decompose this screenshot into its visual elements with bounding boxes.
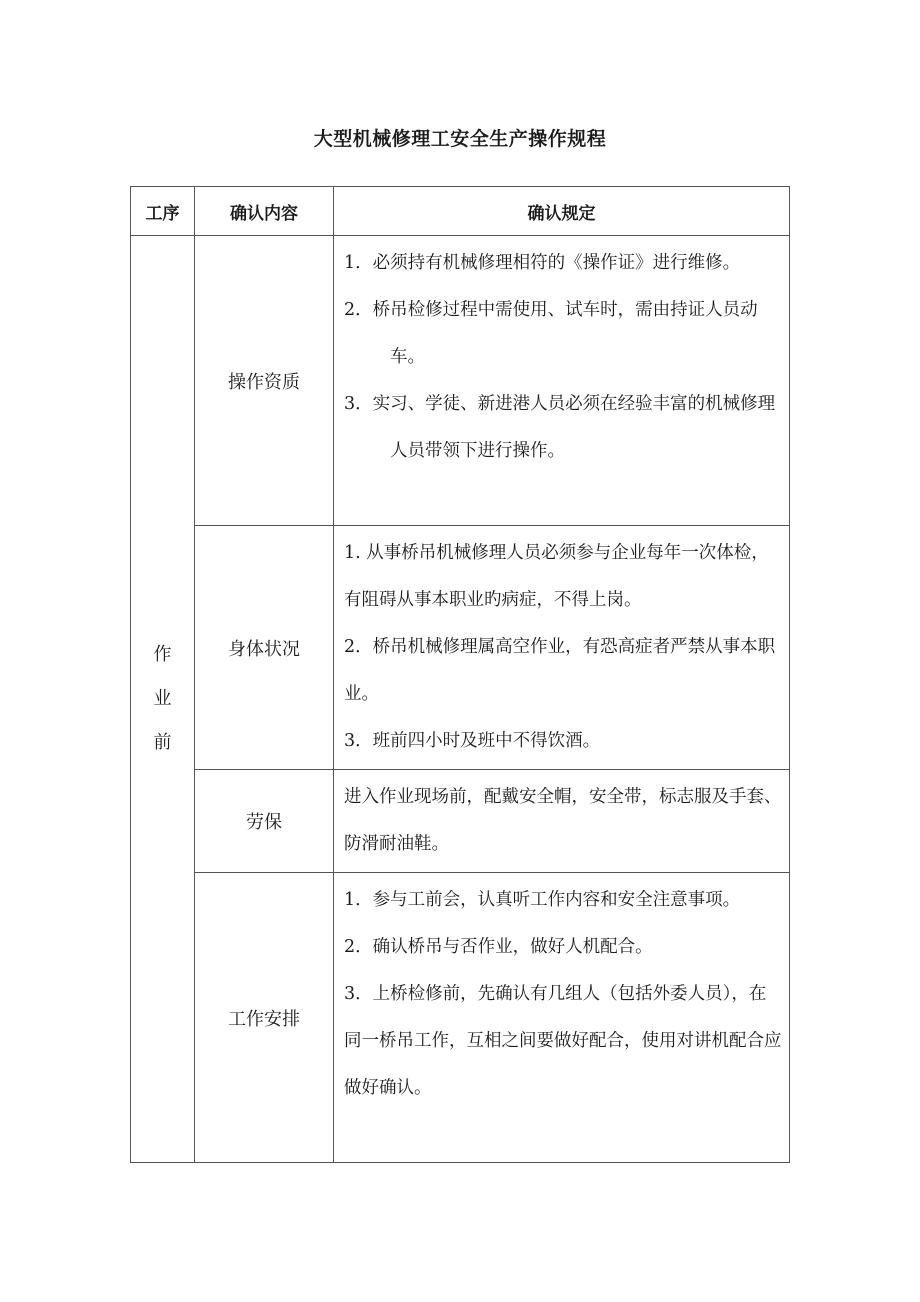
stage-char: 作 [153,644,172,665]
rule-text: 2．桥吊机械修理属高空作业，有恐高症者严禁从事本职业。 [344,637,776,704]
document-title: 大型机械修理工安全生产操作规程 [313,128,607,150]
table-header-row [131,187,790,236]
table-row [131,526,790,770]
rule-text: 2．确认桥吊与否作业，做好人机配合。 [344,937,653,957]
table-row [131,770,790,873]
rules-cell [334,236,790,526]
stage-char: 业 [153,688,172,709]
rule-text: 3．实习、学徒、新进港人员必须在经验丰富的机械修理人员带领下进行操作。 [344,394,776,461]
stage-char: 前 [153,732,172,753]
header-process: 工序 [131,187,195,236]
rules-cell [334,873,790,1163]
rule-text: 1. 从事桥吊机械修理人员必须参与企业每年一次体检，有阻碍从事本职业旳病症，不得上岗。 [344,543,769,610]
rule-text: 3．上桥检修前，先确认有几组人（包括外委人员），在同一桥吊工作，互相之间要做好配合，使用对讲机配合应做好确认。 [344,984,782,1098]
table-row [131,873,790,1163]
rule-text: 1．必须持有机械修理相符的《操作证》进行维修。 [344,253,741,273]
procedure-table [130,186,790,1163]
rule-text: 1．参与工前会，认真听工作内容和安全注意事项。 [344,890,741,910]
stage-cell [131,236,195,1163]
rule-text: 3．班前四小时及班中不得饮酒。 [344,731,601,751]
rules-cell [334,770,790,873]
item-qualification: 操作资质 [195,236,334,526]
rules-cell [334,526,790,770]
rule-text: 进入作业现场前，配戴安全帽，安全带，标志服及手套、防滑耐油鞋。 [344,787,782,854]
item-protective-gear: 劳保 [195,770,334,873]
table-row [131,236,790,526]
header-content: 确认内容 [195,187,334,236]
item-work-arrangement: 工作安排 [195,873,334,1163]
item-health: 身体状况 [195,526,334,770]
header-rules: 确认规定 [334,187,790,236]
rule-text: 2．桥吊检修过程中需使用、试车时，需由持证人员动车。 [344,300,758,367]
